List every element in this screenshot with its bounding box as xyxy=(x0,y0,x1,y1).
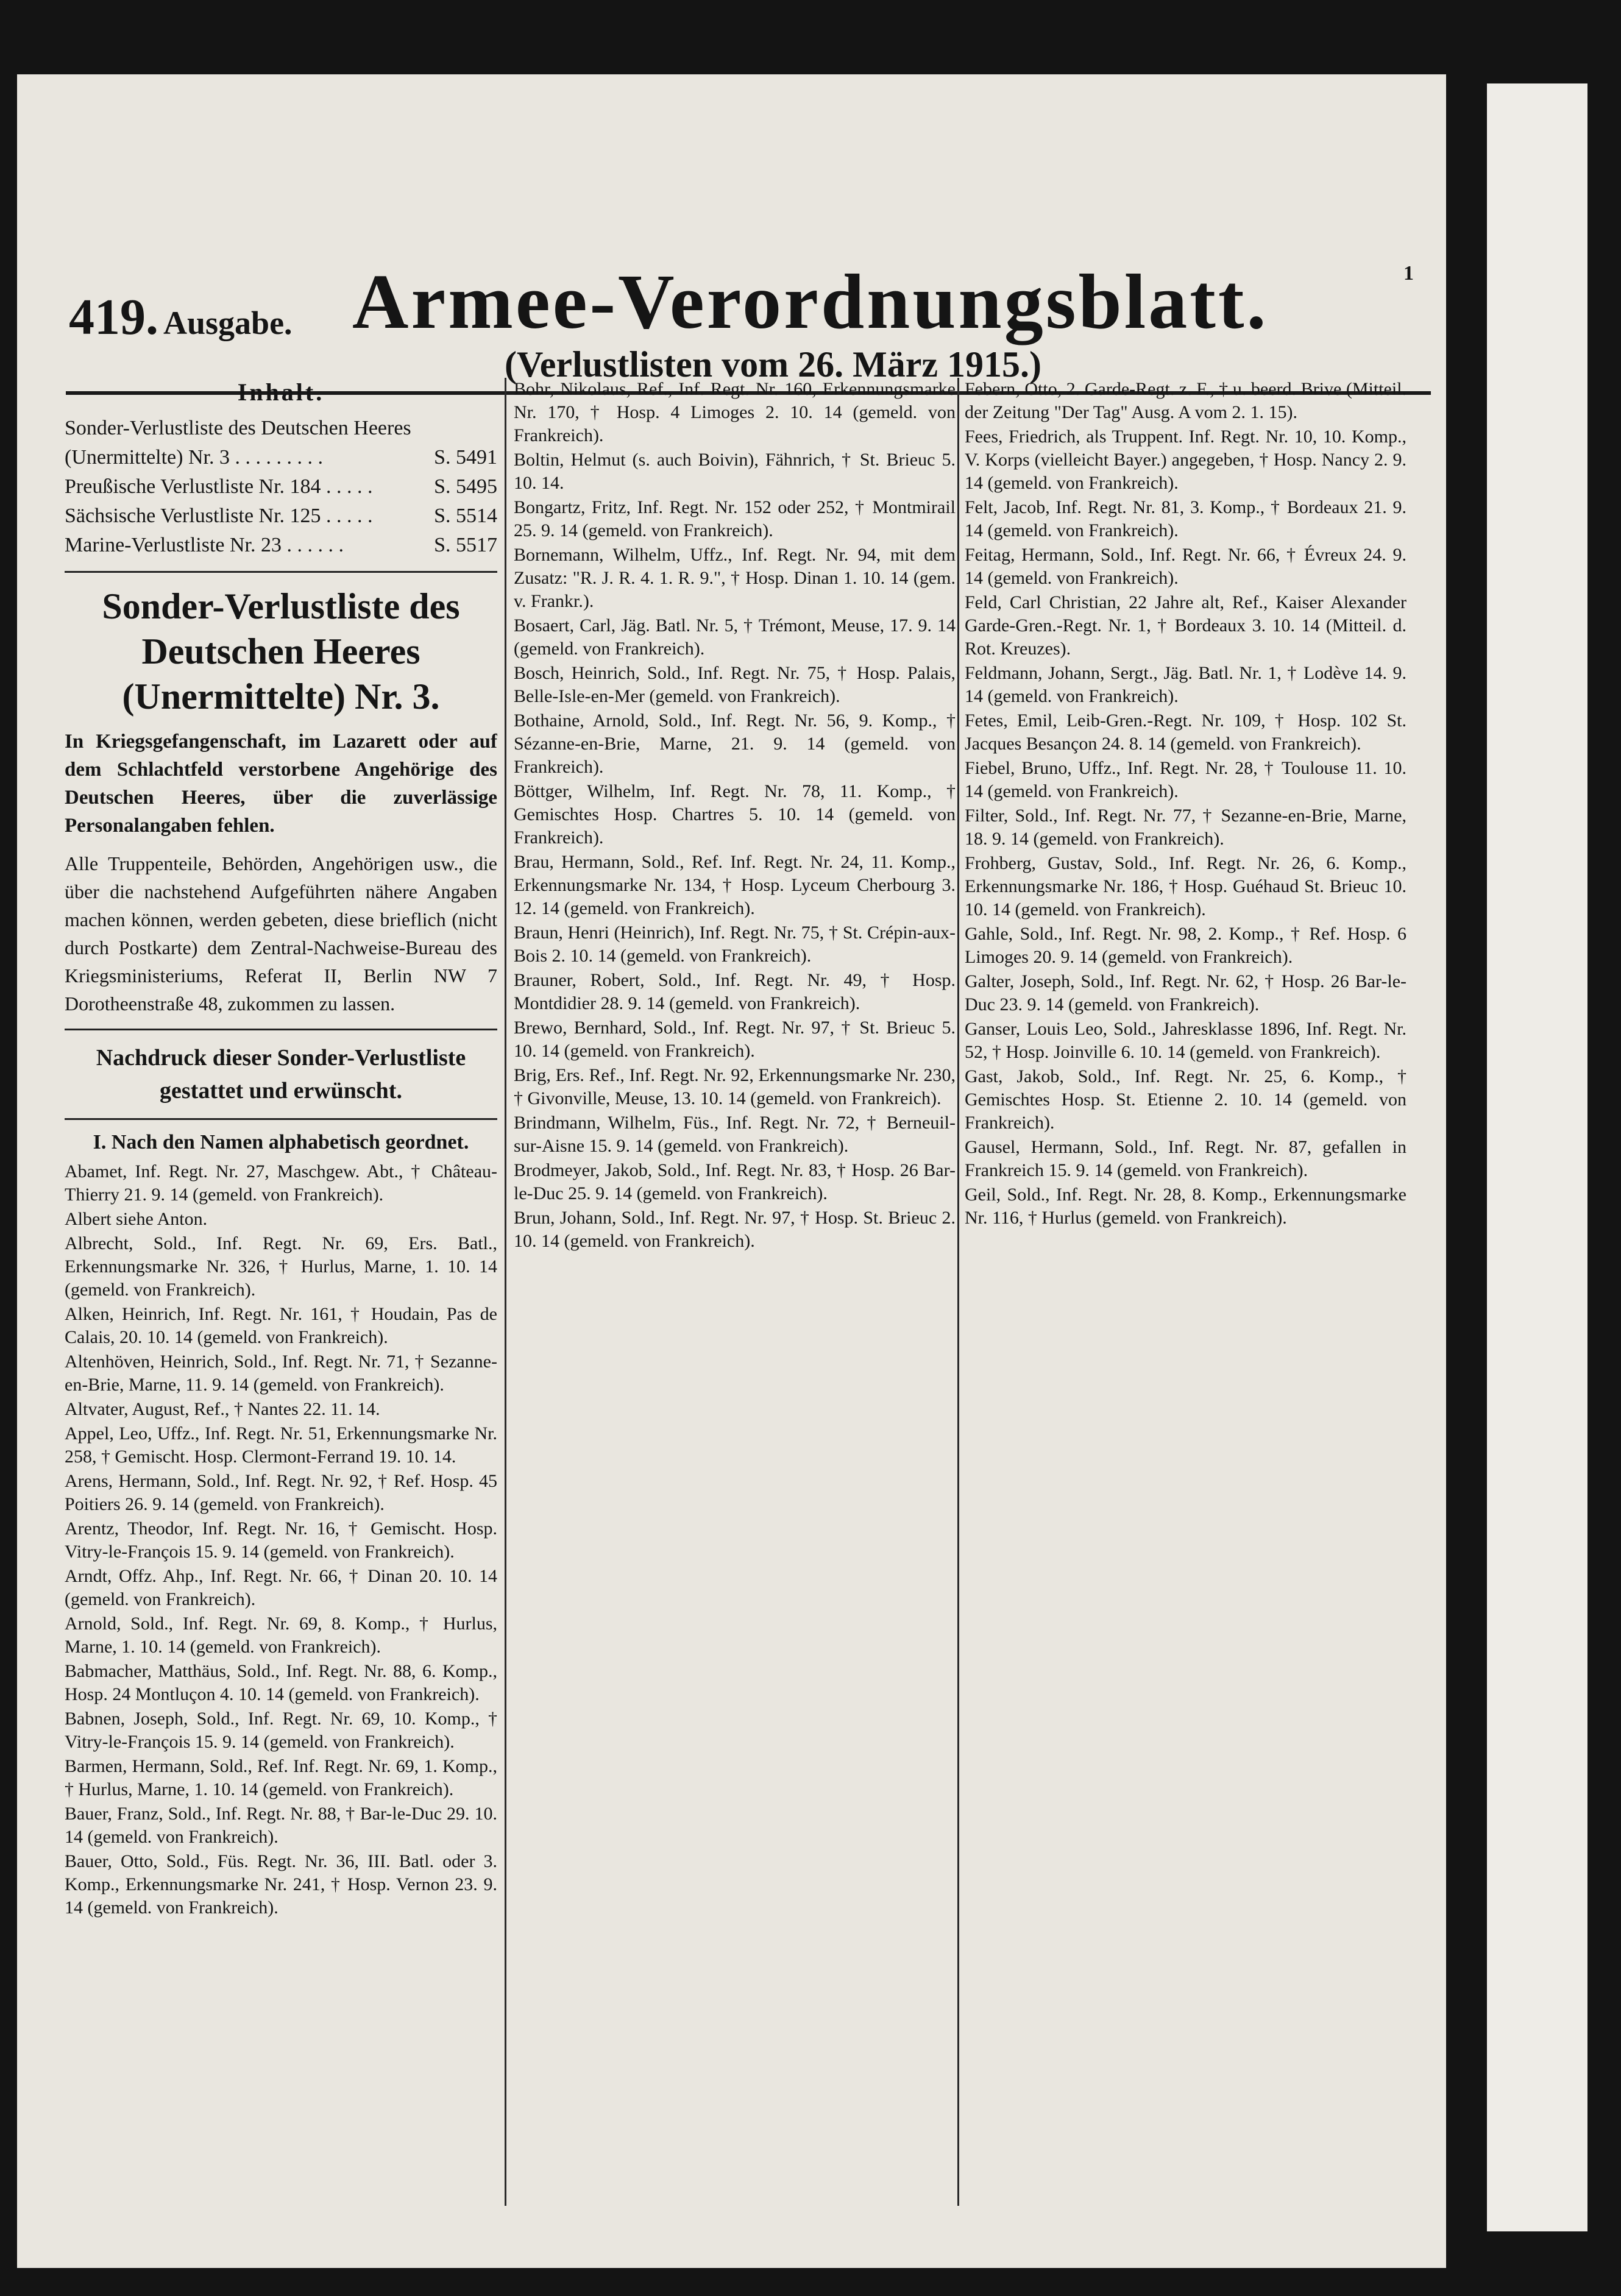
casualty-entry: Boltin, Helmut (s. auch Boivin), Fähnrich, † St. Brieuc 5. 10. 14. xyxy=(514,450,956,493)
masthead xyxy=(54,172,1431,384)
casualty-entry: Bauer, Otto, Sold., Füs. Regt. Nr. 36, III. Batl. oder 3. Komp., Erkennungsmarke Nr. 241, † Hosp. Vernon 23. 9. 14 (gemeld. von Frankreich). xyxy=(65,1851,497,1918)
toc-item xyxy=(65,443,497,472)
casualty-entry: Bohr, Nikolaus, Ref., Inf. Regt. Nr. 160, Erkennungsmarke Nr. 170, † Hosp. 4 Limoges 2. 10. 14 (gemeld. von Frankreich). xyxy=(514,379,956,445)
section-instructions: Alle Truppenteile, Behörden, Angehörigen usw., die über die nachstehend Aufgeführten nähere Angaben machen können, werden gebeten, diese brieflich (nicht durch Postkarte) dem Zentral-Nachweise-Bureau des Kriegsministeriums, Referat II, Berlin NW 7 Dorotheenstraße 48, zukommen zu lassen. xyxy=(65,852,497,1015)
casualty-entry: Altenhöven, Heinrich, Sold., Inf. Regt. Nr. 71, † Sezanne-en-Brie, Marne, 11. 9. 14 (gemeld. von Frankreich). xyxy=(65,1352,497,1395)
casualty-entry: Brewo, Bernhard, Sold., Inf. Regt. Nr. 97, † St. Brieuc 5. 10. 14 (gemeld. von Frankreich). xyxy=(514,1018,956,1061)
casualty-entry: Feld, Carl Christian, 22 Jahre alt, Ref., Kaiser Alexander Garde-Gren.-Regt. Nr. 1, † Bordeaux 3. 10. 14 (Mitteil. d. Rot. Kreuzes). xyxy=(965,592,1406,659)
issue-label: Ausgabe. xyxy=(163,305,293,341)
column-divider xyxy=(957,378,959,2206)
divider xyxy=(65,1118,497,1120)
paper-title: Armee-Verordnungsblatt. xyxy=(352,258,1269,345)
casualty-entry: Altvater, August, Ref., † Nantes 22. 11. 14. xyxy=(65,1399,380,1419)
casualty-entry: Geil, Sold., Inf. Regt. Nr. 28, 8. Komp., Erkennungsmarke Nr. 116, † Hurlus (gemeld. von Frankreich). xyxy=(965,1185,1406,1228)
casualty-entry: Abamet, Inf. Regt. Nr. 27, Maschgew. Abt., † Château-Thierry 21. 9. 14 (gemeld. von Frankreich). xyxy=(65,1161,497,1205)
casualty-list xyxy=(65,1160,497,1919)
casualty-entry: Frohberg, Gustav, Sold., Inf. Regt. Nr. 26, 6. Komp., Erkennungsmarke Nr. 186, † Hosp. Guéhaud St. Brieuc 10. 10. 14 (gemeld. von Frankreich). xyxy=(965,853,1406,919)
toc-heading: Inhalt. xyxy=(237,378,325,406)
casualty-entry: Bothaine, Arnold, Sold., Inf. Regt. Nr. 56, 9. Komp., † Sézanne-en-Brie, Marne, 21. 9. 14 (gemeld. von Frankreich). xyxy=(514,710,956,777)
casualty-entry: Arens, Hermann, Sold., Inf. Regt. Nr. 92, † Ref. Hosp. 45 Poitiers 26. 9. 14 (gemeld. von Frankreich). xyxy=(65,1471,497,1514)
casualty-entry: Bosch, Heinrich, Sold., Inf. Regt. Nr. 75, † Hosp. Palais, Belle-Isle-en-Mer (gemeld. von Frankreich). xyxy=(514,663,956,706)
column-divider xyxy=(505,378,506,2206)
toc-item-page: S. 5517 xyxy=(434,534,497,556)
toc-item xyxy=(65,472,497,501)
casualty-entry: Brun, Johann, Sold., Inf. Regt. Nr. 97, † Hosp. St. Brieuc 2. 10. 14 (gemeld. von Frankreich). xyxy=(514,1208,956,1251)
casualty-entry: Arentz, Theodor, Inf. Regt. Nr. 16, † Gemischt. Hosp. Vitry-le-François 15. 9. 14 (gemeld. von Frankreich). xyxy=(65,1518,497,1562)
column-1 xyxy=(65,378,497,2206)
casualty-entry: Bongartz, Fritz, Inf. Regt. Nr. 152 oder 252, † Montmirail 25. 9. 14 (gemeld. von Frankreich). xyxy=(514,497,956,540)
toc-item-label: (Unermittelte) Nr. 3 . . . . . . . . . xyxy=(65,446,323,469)
casualty-entry: Brau, Hermann, Sold., Ref. Inf. Regt. Nr. 24, 11. Komp., Erkennungsmarke Nr. 134, † Hosp. Lyceum Cherbourg 3. 12. 14 (gemeld. von Frankreich). xyxy=(514,852,956,918)
casualty-entry: Feitag, Hermann, Sold., Inf. Regt. Nr. 66, † Évreux 24. 9. 14 (gemeld. von Frankreich). xyxy=(965,545,1406,588)
casualty-entry: Babmacher, Matthäus, Sold., Inf. Regt. Nr. 88, 6. Komp., Hosp. 24 Montluçon 4. 10. 14 (gemeld. von Frankreich). xyxy=(65,1661,497,1704)
table-of-contents xyxy=(65,378,497,560)
section-title: Sonder-Verlustliste des Deutschen Heeres (Unermittelte) Nr. 3. xyxy=(102,586,460,717)
toc-item-label: Marine-Verlustliste Nr. 23 . . . . . . xyxy=(65,534,344,556)
toc-item-label: Sächsische Verlustliste Nr. 125 . . . . . xyxy=(65,505,373,527)
casualty-entry: Fees, Friedrich, als Truppent. Inf. Regt. Nr. 10, 10. Komp., V. Korps (vielleicht Bayer.) angegeben, † Hosp. Nancy 2. 9. 14 (gemeld. von Frankreich). xyxy=(965,427,1406,493)
page-number: 1 xyxy=(1403,262,1414,285)
toc-list xyxy=(65,414,497,560)
casualty-entry: Arnold, Sold., Inf. Regt. Nr. 69, 8. Komp., † Hurlus, Marne, 1. 10. 14 (gemeld. von Frankreich). xyxy=(65,1614,497,1657)
casualty-entry: Alken, Heinrich, Inf. Regt. Nr. 161, † Houdain, Pas de Calais, 20. 10. 14 (gemeld. von Frankreich). xyxy=(65,1304,497,1347)
paper-subtitle: (Verlustlisten vom 26. März 1915.) xyxy=(505,344,1041,384)
toc-item xyxy=(65,531,497,560)
casualty-entry: Barmen, Hermann, Sold., Ref. Inf. Regt. Nr. 69, 1. Komp., † Hurlus, Marne, 1. 10. 14 (gemeld. von Frankreich). xyxy=(65,1756,497,1799)
issue-number-value: 419. xyxy=(69,289,158,345)
reprint-notice: Nachdruck dieser Sonder-Verlustliste gestattet und erwünscht. xyxy=(96,1045,466,1104)
section-notice: In Kriegsgefangenschaft, im Lazarett oder auf dem Schlachtfeld verstorbene Angehörige des Deutschen Heeres, über die zuverlässige Personalangaben fehlen. xyxy=(65,731,497,837)
toc-item-page: S. 5495 xyxy=(434,475,497,498)
casualty-entry: Albert siehe Anton. xyxy=(65,1209,208,1229)
casualty-entry: Arndt, Offz. Ahp., Inf. Regt. Nr. 66, † Dinan 20. 10. 14 (gemeld. von Frankreich). xyxy=(65,1566,497,1609)
casualty-entry: Feldmann, Johann, Sergt., Jäg. Batl. Nr. 1, † Lodève 14. 9. 14 (gemeld. von Frankreich). xyxy=(965,663,1406,706)
column-3 xyxy=(965,378,1406,2206)
toc-item-label: Sonder-Verlustliste des Deutschen Heeres xyxy=(65,417,411,439)
subsection-heading: I. Nach den Namen alphabetisch geordnet. xyxy=(93,1131,469,1153)
divider xyxy=(65,571,497,573)
casualty-entry: Böttger, Wilhelm, Inf. Regt. Nr. 78, 11. Komp., † Gemischtes Hosp. Chartres 5. 10. 14 (gemeld. von Frankreich). xyxy=(514,781,956,848)
casualty-entry: Brindmann, Wilhelm, Füs., Inf. Regt. Nr. 72, † Berneuil-sur-Aisne 15. 9. 14 (gemeld. von Frankreich). xyxy=(514,1113,956,1156)
toc-item xyxy=(65,414,497,443)
toc-item-page xyxy=(412,414,497,443)
casualty-entry: Febern, Otto, 2. Garde-Regt. z. F., † u. beerd. Brive (Mitteil. der Zeitung "Der Tag" Ausg. A vom 2. 1. 15). xyxy=(965,379,1406,422)
newspaper-page xyxy=(17,74,1446,2268)
casualty-entry: Brig, Ers. Ref., Inf. Regt. Nr. 92, Erkennungsmarke Nr. 230, † Givonville, Meuse, 13. 10. 14 (gemeld. von Frankreich). xyxy=(514,1065,956,1108)
casualty-entry: Gast, Jakob, Sold., Inf. Regt. Nr. 25, 6. Komp., † Gemischtes Hosp. St. Etienne 2. 10. 14 (gemeld. von Frankreich). xyxy=(965,1066,1406,1133)
casualty-entry: Babnen, Joseph, Sold., Inf. Regt. Nr. 69, 10. Komp., † Vitry-le-François 15. 9. 14 (gemeld. von Frankreich). xyxy=(65,1709,497,1752)
casualty-entry: Ganser, Louis Leo, Sold., Jahresklasse 1896, Inf. Regt. Nr. 52, † Hosp. Joinville 6. 10. 14 (gemeld. von Frankreich). xyxy=(965,1019,1406,1062)
page-edge-strip xyxy=(1487,83,1587,2231)
casualty-list xyxy=(514,378,956,1253)
casualty-entry: Gahle, Sold., Inf. Regt. Nr. 98, 2. Komp., † Ref. Hosp. 6 Limoges 20. 9. 14 (gemeld. von Frankreich). xyxy=(965,924,1406,967)
casualty-entry: Fiebel, Bruno, Uffz., Inf. Regt. Nr. 28, † Toulouse 11. 10. 14 (gemeld. von Frankreich). xyxy=(965,758,1406,801)
divider xyxy=(65,1029,497,1030)
issue-number xyxy=(69,288,293,347)
casualty-entry: Gausel, Hermann, Sold., Inf. Regt. Nr. 87, gefallen in Frankreich 15. 9. 14 (gemeld. von Frankreich). xyxy=(965,1137,1406,1180)
casualty-list xyxy=(965,378,1406,1230)
toc-item-page: S. 5514 xyxy=(434,505,497,527)
toc-item-page: S. 5491 xyxy=(434,446,497,469)
casualty-entry: Fetes, Emil, Leib-Gren.-Regt. Nr. 109, † Hosp. 102 St. Jacques Besançon 24. 8. 14 (gemeld. von Frankreich). xyxy=(965,710,1406,754)
casualty-entry: Bornemann, Wilhelm, Uffz., Inf. Regt. Nr. 94, mit dem Zusatz: "R. J. R. 4. 1. R. 9.", † Hosp. Dinan 1. 10. 14 (gem. v. Frankr.). xyxy=(514,545,956,611)
casualty-entry: Brauner, Robert, Sold., Inf. Regt. Nr. 49, † Hosp. Montdidier 28. 9. 14 (gemeld. von Frankreich). xyxy=(514,970,956,1013)
casualty-entry: Albrecht, Sold., Inf. Regt. Nr. 69, Ers. Batl., Erkennungsmarke Nr. 326, † Hurlus, Marne, 1. 10. 14 (gemeld. von Frankreich). xyxy=(65,1233,497,1300)
casualty-entry: Appel, Leo, Uffz., Inf. Regt. Nr. 51, Erkennungsmarke Nr. 258, † Gemischt. Hosp. Clermont-Ferrand 19. 10. 14. xyxy=(65,1423,497,1467)
casualty-entry: Galter, Joseph, Sold., Inf. Regt. Nr. 62, † Hosp. 26 Bar-le-Duc 23. 9. 14 (gemeld. von Frankreich). xyxy=(965,971,1406,1015)
toc-item xyxy=(65,501,497,531)
casualty-entry: Bauer, Franz, Sold., Inf. Regt. Nr. 88, † Bar-le-Duc 29. 10. 14 (gemeld. von Frankreich). xyxy=(65,1804,497,1847)
casualty-entry: Felt, Jacob, Inf. Regt. Nr. 81, 3. Komp., † Bordeaux 21. 9. 14 (gemeld. von Frankreich). xyxy=(965,497,1406,540)
toc-item-label: Preußische Verlustliste Nr. 184 . . . . . xyxy=(65,475,373,498)
casualty-entry: Braun, Henri (Heinrich), Inf. Regt. Nr. 75, † St. Crépin-aux-Bois 2. 10. 14 (gemeld. von Frankreich). xyxy=(514,923,956,966)
casualty-entry: Filter, Sold., Inf. Regt. Nr. 77, † Sezanne-en-Brie, Marne, 18. 9. 14 (gemeld. von Frankreich). xyxy=(965,806,1406,849)
column-2 xyxy=(514,378,956,2206)
casualty-entry: Bosaert, Carl, Jäg. Batl. Nr. 5, † Trémont, Meuse, 17. 9. 14 (gemeld. von Frankreich). xyxy=(514,615,956,659)
casualty-entry: Brodmeyer, Jakob, Sold., Inf. Regt. Nr. 83, † Hosp. 26 Bar-le-Duc 25. 9. 14 (gemeld. von Frankreich). xyxy=(514,1160,956,1203)
